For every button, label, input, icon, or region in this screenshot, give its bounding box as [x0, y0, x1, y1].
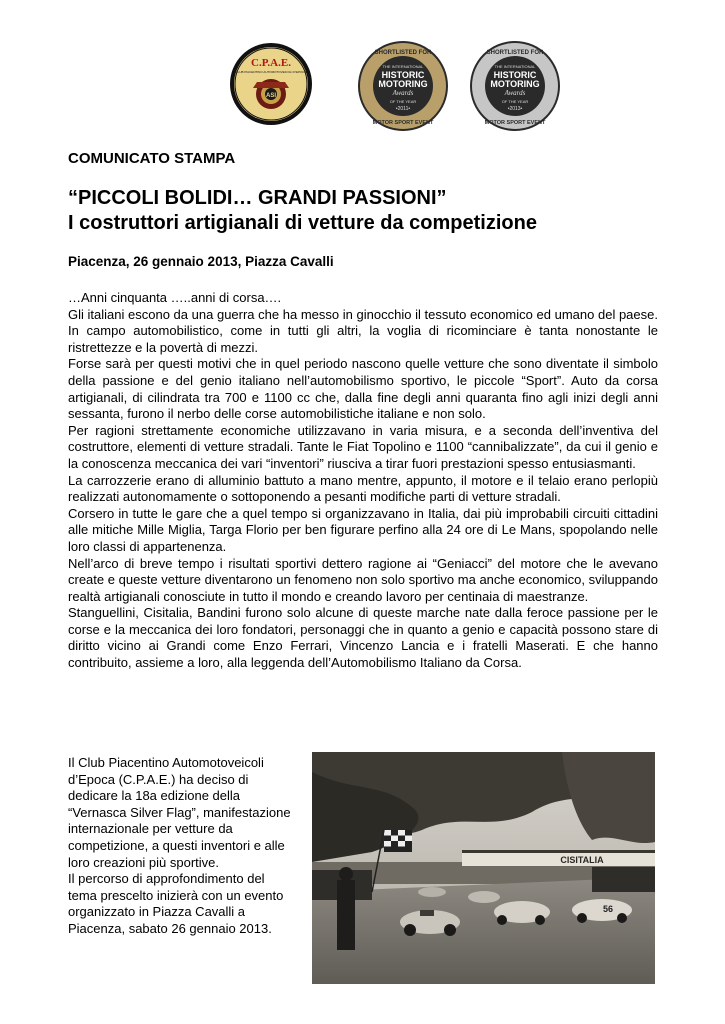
title-line-1: “PICCOLI BOLIDI… GRANDI PASSIONI”: [68, 187, 447, 209]
svg-text:HISTORIC: HISTORIC: [381, 70, 425, 80]
svg-text:C.P.A.E.: C.P.A.E.: [251, 57, 291, 69]
award-badge-2013: [469, 40, 561, 132]
page-title: [68, 186, 537, 236]
svg-text:56: 56: [602, 904, 614, 914]
paragraph-7: Stanguellini, Cisitalia, Bandini furono solo alcune di queste marche nate dalla feroce passione per le corse e la meccanica dei loro fondatori, personaggi che in quanto a genio e capacità possono stare di diritto vicino ai Grandi come Enzo Ferrari, Vincenzo Lancia e i fratelli Maserati. E che hanno contribuito, assieme a loro, alla leggenda dell’Automobilismo Italiano da Corsa.: [68, 605, 658, 671]
article-body: [68, 290, 658, 672]
svg-text:SHORTLISTED FOR: SHORTLISTED FOR: [486, 50, 544, 56]
svg-text:•2011•: •2011•: [395, 106, 411, 112]
paragraph-2: Forse sarà per questi motivi che in quel periodo nascono quelle vetture che sono diventate il simbolo della passione e del genio italiano nell’automobilismo sportivo, le piccole “Sport”. Auto da corsa artigianali, di cilindrata tra 700 e 1100 cc che, dalla fine degli anni quaranta fino agli inizi degli anni sessanta, furono il nerbo delle corse automobilistiche italiane e non solo.: [68, 356, 658, 422]
svg-text:MOTOR SPORT EVENT: MOTOR SPORT EVENT: [484, 120, 546, 126]
svg-text:•2013•: •2013•: [507, 106, 523, 112]
svg-text:OF THE YEAR: OF THE YEAR: [501, 99, 529, 104]
svg-text:MOTORING: MOTORING: [378, 79, 428, 89]
svg-text:CISITALIA: CISITALIA: [560, 855, 604, 865]
title-line-2: I costruttori artigianali di vetture da competizione: [68, 212, 537, 234]
race-start-photo: [312, 752, 655, 984]
svg-text:THE INTERNATIONAL: THE INTERNATIONAL: [382, 64, 424, 69]
logo-row: [0, 40, 725, 132]
svg-text:SHORTLISTED FOR: SHORTLISTED FOR: [374, 50, 432, 56]
dateline: Piacenza, 26 gennaio 2013, Piazza Cavalli: [68, 254, 334, 269]
svg-text:ASI: ASI: [265, 93, 277, 99]
svg-text:THE INTERNATIONAL: THE INTERNATIONAL: [494, 64, 536, 69]
side-text-column: [68, 755, 296, 938]
intro-line: …Anni cinquanta …..anni di corsa….: [68, 290, 282, 305]
svg-text:MOTOR SPORT EVENT: MOTOR SPORT EVENT: [372, 120, 434, 126]
paragraph-5: Corsero in tutte le gare che a quel tempo si organizzavano in Italia, dai più improbabili circuiti cittadini alle mitiche Mille Miglia, Targa Florio per ben figurare perfino alla 24 ore di Le Mans, spopolando nelle loro classi di appartenenza.: [68, 505, 658, 554]
paragraph-4: La carrozzerie erano di alluminio battuto a mano mentre, appunto, il motore e il telaio erano perlopiù realizzati autonomamente o sottoponendo a pesanti modifiche parti di vetture stradali.: [68, 472, 658, 505]
svg-text:OF THE YEAR: OF THE YEAR: [389, 99, 417, 104]
award-badge-2011: [357, 40, 449, 132]
paragraph-3: Per ragioni strettamente economiche utilizzavano in varia misura, e a seconda dell’inventiva del costruttore, elementi di vetture stradali. Tante le Fiat Topolino e 1100 “cannibalizzate”, da cui il genio e la conoscenza meccanica dei vari “inventori” riusciva a tirar fuori prestazioni spesso entusiasmanti.: [68, 422, 658, 471]
paragraph-1: Gli italiani escono da una guerra che ha messo in ginocchio il tessuto economico ed umano del paese. In campo automobilistico, come in tutti gli altri, la voglia di ricominciare è tanta nonostante le ristrettezze e la povertà di mezzi.: [68, 306, 658, 355]
svg-text:HISTORIC: HISTORIC: [493, 70, 537, 80]
paragraph-6: Nell’arco di breve tempo i risultati sportivi dettero ragione ai “Geniacci” del motore che le avevano create e queste vetture diventarono un fenomeno non solo sportivo ma anche economico, sviluppando realtà artigianali conosciute in tutto il mondo e creando lavoro per centinaia di maestranze.: [68, 555, 658, 604]
svg-text:Awards: Awards: [392, 89, 414, 97]
paragraph-9: Il percorso di approfondimento del tema prescelto inizierà con un evento organizzato in Piazza Cavalli a Piacenza, sabato 26 gennaio 2013.: [68, 871, 284, 936]
svg-text:MOTORING: MOTORING: [490, 79, 540, 89]
press-release-label: COMUNICATO STAMPA: [68, 150, 236, 167]
paragraph-8: Il Club Piacentino Automotoveicoli d’Epoca (C.P.A.E.) ha deciso di dedicare la 18a edizione della “Vernasca Silver Flag”, manifestazione internazionale per vetture da competizione, a questi inventori e alle loro creazioni più sportive.: [68, 755, 291, 870]
cpae-club-logo: [229, 42, 313, 126]
svg-text:CLUB PIACENTINO AUTOMOTOVEICOL: CLUB PIACENTINO AUTOMOTOVEICOLI D'EPOCA: [235, 70, 307, 74]
svg-text:Awards: Awards: [504, 89, 526, 97]
